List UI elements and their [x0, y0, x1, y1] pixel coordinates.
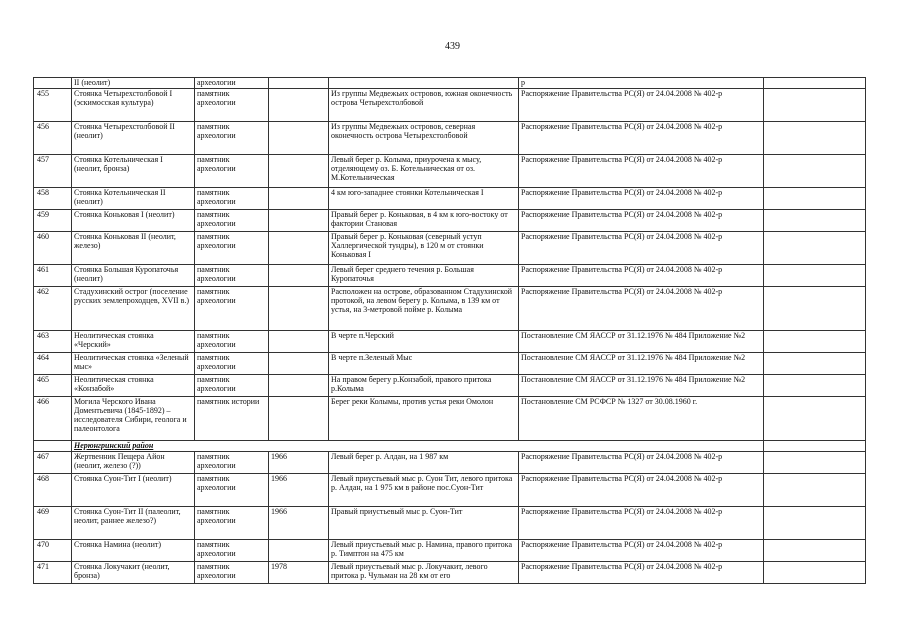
notes-cell — [764, 540, 866, 562]
discovery-year — [269, 89, 329, 122]
legal-document: Распоряжение Правительства РС(Я) от 24.04.2008 № 402-р — [519, 210, 764, 232]
monument-type: памятник археологии — [195, 89, 269, 122]
table-row — [34, 265, 866, 287]
discovery-year — [269, 540, 329, 562]
monument-location: В черте п.Зеленый Мыс — [329, 353, 519, 375]
monument-type: памятник археологии — [195, 331, 269, 353]
table-row — [34, 353, 866, 375]
notes-cell — [764, 188, 866, 210]
monument-name: Стоянка Большая Куропаточья (неолит) — [72, 265, 195, 287]
legal-document: Распоряжение Правительства РС(Я) от 24.04.2008 № 402-р — [519, 452, 764, 474]
table-row — [34, 210, 866, 232]
monument-name: Стоянка Котельническая I (неолит, бронза) — [72, 155, 195, 188]
legal-document: Распоряжение Правительства РС(Я) от 24.04.2008 № 402-р — [519, 474, 764, 507]
monument-type: памятник археологии — [195, 507, 269, 540]
monument-location: Правый берег р. Коньковая, в 4 км к юго-востоку от фактории Становая — [329, 210, 519, 232]
discovery-year — [269, 287, 329, 331]
monument-type: памятник археологии — [195, 265, 269, 287]
monument-name: Стадухинский острог (поселение русских землепроходцев, XVII в.) — [72, 287, 195, 331]
row-number: 464 — [34, 353, 72, 375]
table-row — [34, 452, 866, 474]
legal-document: Постановление СМ ЯАССР от 31.12.1976 № 484 Приложение №2 — [519, 353, 764, 375]
row-number — [34, 78, 72, 89]
discovery-year — [269, 210, 329, 232]
monument-type: памятник археологии — [195, 375, 269, 397]
monument-type: памятник археологии — [195, 562, 269, 584]
legal-document: Распоряжение Правительства РС(Я) от 24.04.2008 № 402-р — [519, 507, 764, 540]
discovery-year — [269, 265, 329, 287]
legal-document: р — [519, 78, 764, 89]
table-row — [34, 397, 866, 441]
row-number: 470 — [34, 540, 72, 562]
monument-location: На правом берегу р.Конзабой, правого притока р.Колыма — [329, 375, 519, 397]
monument-name: Стоянка Котельническая II (неолит) — [72, 188, 195, 210]
discovery-year: 1966 — [269, 452, 329, 474]
monument-name: Неолитическая стоянка «Черский» — [72, 331, 195, 353]
notes-cell — [764, 155, 866, 188]
monument-location: В черте п.Черский — [329, 331, 519, 353]
monument-location: Берег реки Колымы, против устья реки Омолон — [329, 397, 519, 441]
monuments-table — [33, 77, 866, 584]
discovery-year: 1966 — [269, 507, 329, 540]
monument-type: памятник археологии — [195, 155, 269, 188]
monument-name: Стоянка Четырехстолбовой II (неолит) — [72, 122, 195, 155]
discovery-year — [269, 122, 329, 155]
monument-type: памятник истории — [195, 397, 269, 441]
monument-name: II (неолит) — [72, 78, 195, 89]
notes-cell — [764, 78, 866, 89]
notes-cell — [764, 375, 866, 397]
monument-location: Левый берег р. Колыма, приурочена к мысу, отделяющему оз. Б. Котельническая от оз. М.Котельническая — [329, 155, 519, 188]
row-number: 460 — [34, 232, 72, 265]
monument-name: Стоянка Коньковая II (неолит, железо) — [72, 232, 195, 265]
monument-type: памятник археологии — [195, 452, 269, 474]
discovery-year — [269, 353, 329, 375]
notes-cell — [764, 122, 866, 155]
legal-document: Постановление СМ РСФСР № 1327 от 30.08.1960 г. — [519, 397, 764, 441]
table-row — [34, 331, 866, 353]
monument-type: археологии — [195, 78, 269, 89]
table-row — [34, 78, 866, 89]
row-number: 457 — [34, 155, 72, 188]
row-number: 462 — [34, 287, 72, 331]
row-number: 463 — [34, 331, 72, 353]
monument-location — [329, 78, 519, 89]
monument-location: Левый берег среднего течения р. Большая Куропаточья — [329, 265, 519, 287]
notes-cell — [764, 265, 866, 287]
discovery-year — [269, 188, 329, 210]
legal-document: Распоряжение Правительства РС(Я) от 24.04.2008 № 402-р — [519, 265, 764, 287]
monument-name: Могила Черского Ивана Доментьевича (1845-1892) – исследователя Сибири, геолога и палеонтолога — [72, 397, 195, 441]
section-row — [34, 441, 866, 452]
table-row — [34, 155, 866, 188]
monument-location: Расположен на острове, образованном Стадухинской протокой, на левом берегу р. Колыма, в 139 км от устья, на 3-метровой пойме р. Колыма — [329, 287, 519, 331]
notes-cell — [764, 89, 866, 122]
legal-document: Распоряжение Правительства РС(Я) от 24.04.2008 № 402-р — [519, 122, 764, 155]
discovery-year — [269, 331, 329, 353]
monument-name: Жертвенник Пещера Айон (неолит, железо (?)) — [72, 452, 195, 474]
table-row — [34, 89, 866, 122]
monument-type: памятник археологии — [195, 287, 269, 331]
monument-type: памятник археологии — [195, 232, 269, 265]
discovery-year — [269, 397, 329, 441]
notes-cell — [764, 507, 866, 540]
monument-name: Стоянка Четырехстолбовой I (эскимосская культура) — [72, 89, 195, 122]
monument-type: памятник археологии — [195, 188, 269, 210]
monument-location: Правый приустьевый мыс р. Суон-Тит — [329, 507, 519, 540]
discovery-year — [269, 375, 329, 397]
row-number: 468 — [34, 474, 72, 507]
legal-document: Распоряжение Правительства РС(Я) от 24.04.2008 № 402-р — [519, 562, 764, 584]
discovery-year: 1966 — [269, 474, 329, 507]
monument-type: памятник археологии — [195, 540, 269, 562]
discovery-year — [269, 155, 329, 188]
monument-name: Стоянка Коньковая I (неолит) — [72, 210, 195, 232]
table-row — [34, 287, 866, 331]
legal-document: Постановление СМ ЯАССР от 31.12.1976 № 484 Приложение №2 — [519, 375, 764, 397]
monument-name: Неолитическая стоянка «Конзабой» — [72, 375, 195, 397]
table-row — [34, 474, 866, 507]
monument-name: Стоянка Локучакит (неолит, бронза) — [72, 562, 195, 584]
row-number: 458 — [34, 188, 72, 210]
monument-name: Неолитическая стоянка «Зеленый мыс» — [72, 353, 195, 375]
legal-document: Постановление СМ ЯАССР от 31.12.1976 № 484 Приложение №2 — [519, 331, 764, 353]
discovery-year — [269, 232, 329, 265]
notes-cell — [764, 562, 866, 584]
monument-type: памятник археологии — [195, 353, 269, 375]
monument-type: памятник археологии — [195, 210, 269, 232]
row-number: 459 — [34, 210, 72, 232]
monument-location: Правый берег р. Коньковая (северный уступ Халлергической тундры), в 120 м от стоянки Коньковая I — [329, 232, 519, 265]
row-number: 467 — [34, 452, 72, 474]
section-number-cell — [34, 441, 72, 452]
monument-location: Левый приустьевый мыс р. Локучакит, левого притока р. Чульман на 28 км от его — [329, 562, 519, 584]
row-number: 469 — [34, 507, 72, 540]
legal-document: Распоряжение Правительства РС(Я) от 24.04.2008 № 402-р — [519, 89, 764, 122]
monument-location: Левый приустьевый мыс р. Намина, правого притока р. Тимптон на 475 км — [329, 540, 519, 562]
notes-cell — [764, 452, 866, 474]
table-row — [34, 188, 866, 210]
legal-document: Распоряжение Правительства РС(Я) от 24.04.2008 № 402-р — [519, 540, 764, 562]
table-row — [34, 562, 866, 584]
table-row — [34, 507, 866, 540]
row-number: 461 — [34, 265, 72, 287]
notes-cell — [764, 397, 866, 441]
discovery-year: 1978 — [269, 562, 329, 584]
row-number: 465 — [34, 375, 72, 397]
notes-cell — [764, 474, 866, 507]
monument-name: Стоянка Суон-Тит I (неолит) — [72, 474, 195, 507]
monument-location: Левый берег р. Алдан, на 1 987 км — [329, 452, 519, 474]
table-row — [34, 540, 866, 562]
table-row — [34, 232, 866, 265]
monument-location: 4 км юго-западнее стоянки Котельническая I — [329, 188, 519, 210]
monument-location: Левый приустьевый мыс р. Суон Тит, левого притока р. Алдан, на 1 975 км в районе пос.Суон-Тит — [329, 474, 519, 507]
notes-cell — [764, 210, 866, 232]
monument-name: Стоянка Суон-Тит II (палеолит, неолит, раннее железо?) — [72, 507, 195, 540]
row-number: 466 — [34, 397, 72, 441]
discovery-year — [269, 78, 329, 89]
monument-location: Из группы Медвежьих островов, южная оконечность острова Четырехстолбовой — [329, 89, 519, 122]
legal-document: Распоряжение Правительства РС(Я) от 24.04.2008 № 402-р — [519, 232, 764, 265]
monument-type: памятник археологии — [195, 122, 269, 155]
row-number: 456 — [34, 122, 72, 155]
row-number: 471 — [34, 562, 72, 584]
notes-cell — [764, 441, 866, 452]
monument-type: памятник археологии — [195, 474, 269, 507]
page-number: 439 — [445, 41, 460, 52]
legal-document: Распоряжение Правительства РС(Я) от 24.04.2008 № 402-р — [519, 287, 764, 331]
table-body — [34, 78, 866, 584]
notes-cell — [764, 287, 866, 331]
row-number: 455 — [34, 89, 72, 122]
notes-cell — [764, 353, 866, 375]
legal-document: Распоряжение Правительства РС(Я) от 24.04.2008 № 402-р — [519, 155, 764, 188]
table-row — [34, 122, 866, 155]
monument-location: Из группы Медвежьих островов, северная оконечность острова Четырехстолбовой — [329, 122, 519, 155]
table-row — [34, 375, 866, 397]
legal-document: Распоряжение Правительства РС(Я) от 24.04.2008 № 402-р — [519, 188, 764, 210]
monument-name: Стоянка Намина (неолит) — [72, 540, 195, 562]
notes-cell — [764, 331, 866, 353]
notes-cell — [764, 232, 866, 265]
section-title: Нерюнгринский район — [72, 441, 764, 452]
